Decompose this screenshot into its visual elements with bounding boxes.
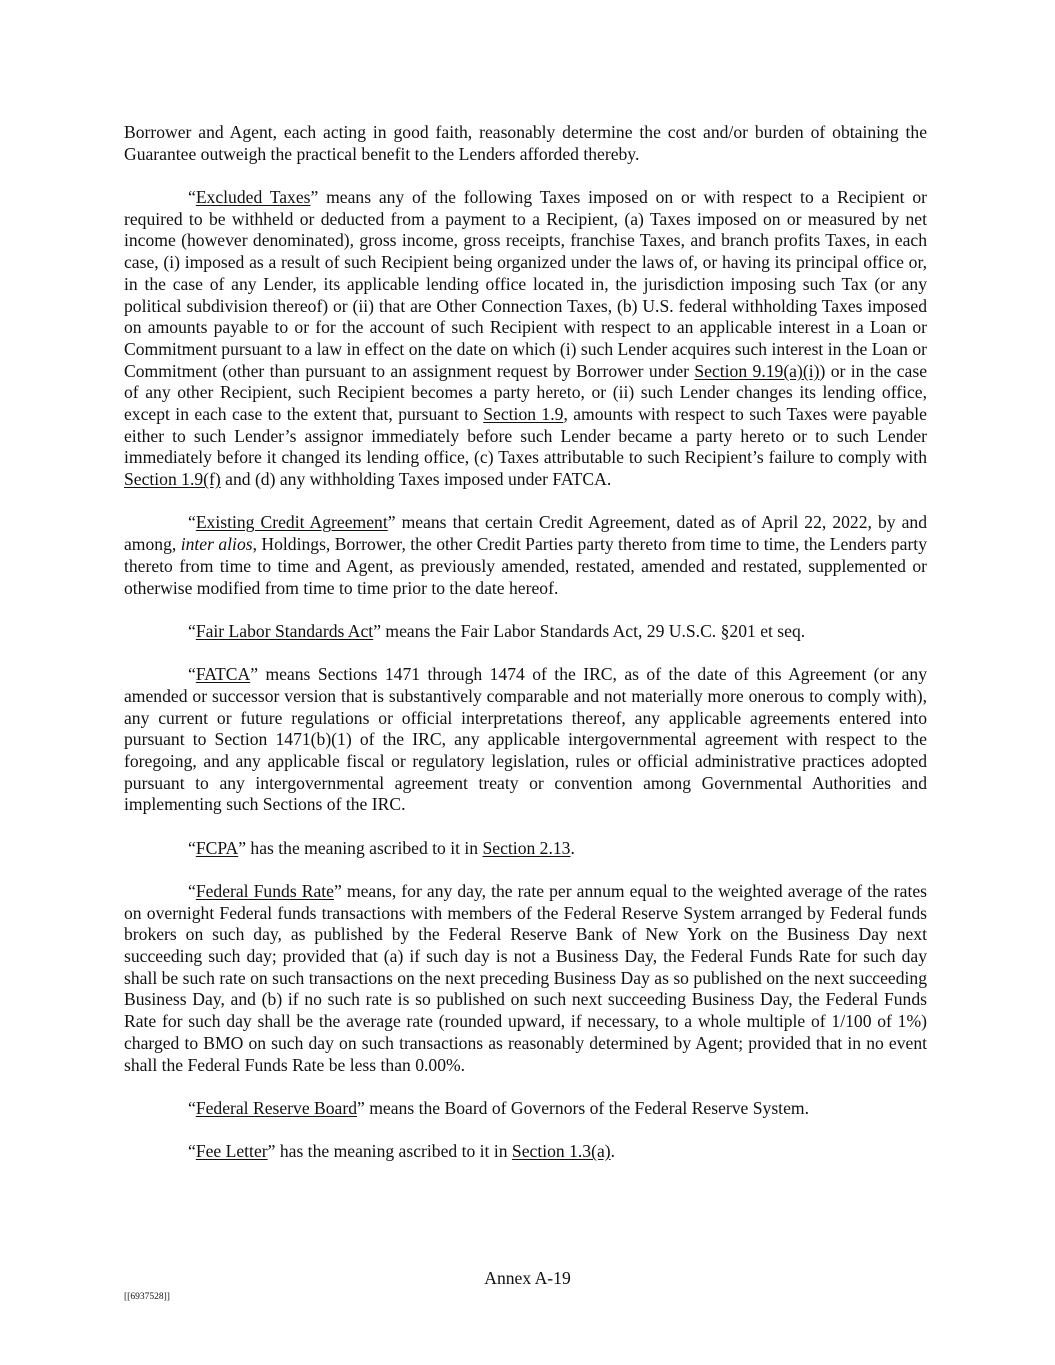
definition-paragraph: “Federal Reserve Board” means the Board of Governors of the Federal Reserve System.	[188, 1097, 809, 1118]
defined-term: Excluded Taxes	[195, 187, 311, 207]
defined-term: Federal Funds Rate	[195, 880, 334, 901]
definition-text: ” means that certain Credit Agreement, dated as of April 22, 2022, by and among,	[124, 512, 928, 555]
continuation-paragraph: Borrower and Agent, each acting in good faith, reasonably determine the cost and/or burden of obtaining the Guarantee outweigh the practical benefit to the Lenders afforded thereby.	[124, 122, 927, 164]
definition-paragraph: “Fair Labor Standards Act” means the Fair Labor Standards Act, 29 U.S.C. §201 et seq.	[188, 620, 806, 641]
definition-text: , Holdings, Borrower, the other Credit Parties party thereto from time to time, the Lenders party thereto from time to time and Agent, as previously amended, restated, amended and restated, supplemented or otherwise modified from time to time prior to the date hereof.	[124, 534, 927, 598]
definition-text: ” means the Board of Governors of the Federal Reserve System.	[357, 1097, 809, 1118]
defined-term: FCPA	[195, 837, 239, 858]
definition-text: ” means, for any day, the rate per annum equal to the weighted average of the rates on overnight Federal funds transactions with members of the Federal Reserve System arranged by Federal funds brokers on such day, as published by the Federal Reserve Bank of New York on the Business Day next succeeding such day; provided that (a) if such day is not a Business Day, the Federal Funds Rate for such day shall be such rate on such transactions on the next preceding Business Day as so published on the next succeeding Business Day, and (b) if no such rate is so published on such next succeeding Business Day, the Federal Funds Rate for such day shall be the average rate (rounded upward, if necessary, to a whole multiple of 1/100 of 1%) charged to BMO on such day on such transactions as reasonably determined by Agent; provided that in no event shall the Federal Funds Rate be less than 0.00%.	[124, 880, 927, 1075]
page-number: Annex A-19	[484, 1268, 571, 1288]
defined-term: Fee Letter	[195, 1141, 268, 1162]
definition-text: ) or in the case of any other Recipient, such Recipient becomes a party hereto, or (ii) such Lender changes its lending office, except in each case to the extent that, pursuant to	[124, 360, 927, 425]
definition-paragraph: “Fee Letter” has the meaning ascribed to it in Section 1.3(a).	[188, 1141, 616, 1162]
italic-text: inter alios	[180, 534, 253, 555]
section-reference: Section 1.9	[483, 404, 564, 425]
definition-paragraph: “Federal Funds Rate” means, for any day, the rate per annum equal to the weighted average of the rates on overnight Federal funds transactions with members of the Federal Reserve System arranged by Federal funds brokers on such day, as published by the Federal Reserve Bank of New York on the Business Day next succeeding such day; provided that (a) if such day is not a Business Day, the Federal Funds Rate for such day shall be such rate on such transactions on the next preceding Business Day as so published on the next succeeding Business Day, and (b) if no such rate is so published on such next succeeding Business Day, the Federal Funds Rate for such day shall be the average rate (rounded upward, if necessary, to a whole multiple of 1/100 of 1%) charged to BMO on such day on such transactions as reasonably determined by Agent; provided that in no event shall the Federal Funds Rate be less than 0.00%.	[124, 880, 927, 1075]
document-body	[124, 122, 927, 1184]
definition-text: , amounts with respect to such Taxes were payable either to such Lender’s assignor immediately before such Lender became a party hereto or to such Lender immediately before it changed its lending office, (c) Taxes attributable to such Recipient’s failure to comply with	[124, 404, 927, 468]
defined-term: FATCA	[195, 664, 251, 685]
definitions-list	[124, 187, 927, 1163]
definition-paragraph: “FATCA” means Sections 1471 through 1474 of the IRC, as of the date of this Agreement (or any amended or successor version that is substantively comparable and not materially more onerous to comply with), any current or future regulations or official interpretations thereof, any applicable agreements entered into pursuant to Section 1471(b)(1) of the IRC, any applicable intergovernmental agreement with respect to the foregoing, and any applicable fiscal or regulatory legislation, rules or official administrative practices adopted pursuant to any intergovernmental agreement treaty or convention among Governmental Authorities and implementing such Sections of the IRC.	[124, 664, 927, 815]
definition-text: ” means the Fair Labor Standards Act, 29 U.S.C. §201 et seq.	[373, 620, 806, 641]
definition-paragraph: “FCPA” has the meaning ascribed to it in Section 2.13.	[188, 837, 575, 858]
definition-text: .	[570, 837, 575, 858]
section-reference: Section 2.13	[482, 837, 571, 858]
definition-text: ” means Sections 1471 through 1474 of the IRC, as of the date of this Agreement (or any amended or successor version that is substantively comparable and not materially more onerous to comply with), any current or future regulations or official interpretations thereof, any applicable agreements entered into pursuant to Section 1471(b)(1) of the IRC, any applicable intergovernmental agreement with respect to the foregoing, and any applicable fiscal or regulatory legislation, rules or official administrative practices adopted pursuant to any intergovernmental agreement treaty or convention among Governmental Authorities and implementing such Sections of the IRC.	[124, 664, 927, 815]
definition-text: ” has the meaning ascribed to it in	[267, 1141, 512, 1162]
section-reference: Section 9.19(a)(i)	[694, 360, 820, 381]
section-reference: Section 1.3(a)	[511, 1141, 611, 1162]
definition-paragraph: “Excluded Taxes” means any of the following Taxes imposed on or with respect to a Recipient or required to be withheld or deducted from a payment to a Recipient, (a) Taxes imposed on or measured by net income (however denominated), gross income, gross receipts, franchise Taxes, and branch profits Taxes, in each case, (i) imposed as a result of such Recipient being organized under the laws of, or having its principal office or, in the case of any Lender, its applicable lending office located in, the jurisdiction imposing such Tax (or any political subdivision thereof) or (ii) that are Other Connection Taxes, (b) U.S. federal withholding Taxes imposed on amounts payable to or for the account of such Recipient with respect to an applicable interest in a Loan or Commitment pursuant to a law in effect on the date on which (i) such Lender acquires such interest in the Loan or Commitment (other than pursuant to an assignment request by Borrower under Section 9.19(a)(i)) or in the case of any other Recipient, such Recipient becomes a party hereto, or (ii) such Lender changes its lending office, except in each case to the extent that, pursuant to Section 1.9, amounts with respect to such Taxes were payable either to such Lender’s assignor immediately before such Lender became a party hereto or to such Lender immediately before it changed its lending office, (c) Taxes attributable to such Recipient’s failure to comply with Section 1.9(f) and (d) any withholding Taxes imposed under FATCA.	[124, 187, 927, 490]
definition-text: .	[610, 1141, 616, 1162]
section-reference: Section 1.9(f)	[124, 469, 221, 490]
definition-paragraph: “Existing Credit Agreement” means that certain Credit Agreement, dated as of April 22, 2022, by and among, inter alios, Holdings, Borrower, the other Credit Parties party thereto from time to time, the Lenders party thereto from time to time and Agent, as previously amended, restated, amended and restated, supplemented or otherwise modified from time to time prior to the date hereof.	[124, 512, 928, 598]
defined-term: Existing Credit Agreement	[195, 512, 388, 533]
definition-text: ” has the meaning ascribed to it in	[238, 837, 483, 858]
definition-text: and (d) any withholding Taxes imposed under FATCA.	[220, 469, 612, 490]
defined-term: Federal Reserve Board	[195, 1097, 358, 1118]
defined-term: Fair Labor Standards Act	[195, 620, 374, 641]
document-id: [[6937528]]	[124, 1292, 170, 1302]
definition-text: ” means any of the following Taxes imposed on or with respect to a Recipient or required to be withheld or deducted from a payment to a Recipient, (a) Taxes imposed on or measured by net income (however denominated), gross income, gross receipts, franchise Taxes, and branch profits Taxes, in each case, (i) imposed as a result of such Recipient being organized under the laws of, or having its principal office or, in the case of any Lender, its applicable lending office located in, the jurisdiction imposing such Tax (or any political subdivision thereof) or (ii) that are Other Connection Taxes, (b) U.S. federal withholding Taxes imposed on amounts payable to or for the account of such Recipient with respect to an applicable interest in a Loan or Commitment pursuant to a law in effect on the date on which (i) such Lender acquires such interest in the Loan or Commitment (other than pursuant to an assignment request by Borrower under	[124, 187, 927, 381]
